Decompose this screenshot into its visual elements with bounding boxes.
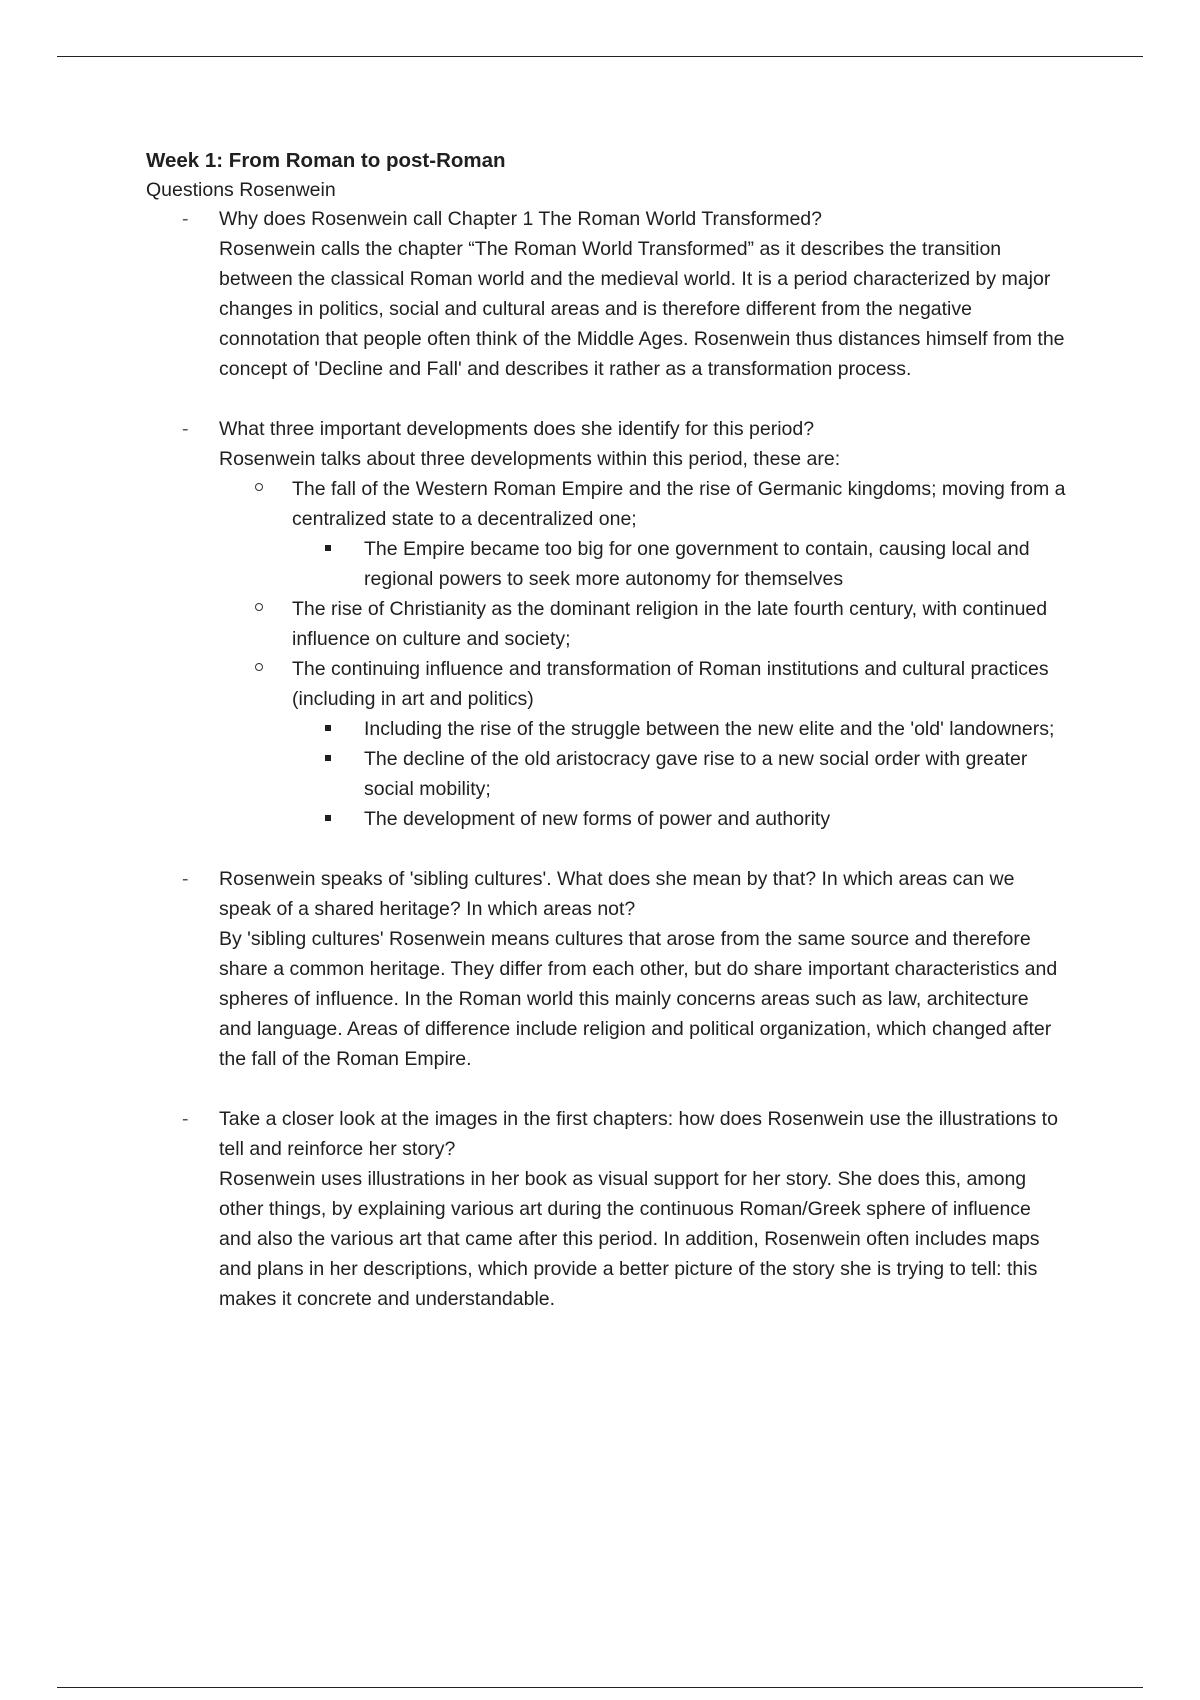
square-bullet-icon: [325, 815, 331, 821]
dash-bullet: -: [182, 868, 189, 890]
list-item-text: The fall of the Western Roman Empire and the rise of Germanic kingdoms; moving from a centralized state to a decentralized one;: [292, 478, 1066, 530]
sub-list-item: [292, 804, 1066, 834]
question-text: Rosenwein speaks of 'sibling cultures'. What does she mean by that? In which areas can we speak of a shared heritage? In which areas not?: [219, 868, 1015, 920]
question-block-2: [146, 414, 1066, 834]
list-item-text: The rise of Christianity as the dominant religion in the late fourth century, with continued influence on culture and society;: [292, 598, 1048, 650]
list-item: [219, 474, 1066, 594]
list-item-text: The continuing influence and transformation of Roman institutions and cultural practices (including in art and politics): [292, 658, 1049, 710]
question-text: Why does Rosenwein call Chapter 1 The Roman World Transformed?: [219, 208, 822, 230]
dash-bullet: -: [182, 208, 189, 230]
sub-list-item-text: The development of new forms of power and authority: [364, 808, 831, 830]
sub-list-item: [292, 714, 1066, 744]
list-item: [219, 654, 1066, 834]
square-bullet-icon: [325, 755, 331, 761]
header-rule: [57, 56, 1143, 57]
circle-bullet-icon: [255, 483, 263, 491]
sub-list-item: [292, 534, 1066, 594]
sub-list-item-text: The decline of the old aristocracy gave rise to a new social order with greater social mobility;: [364, 748, 1028, 800]
square-bullet-icon: [325, 545, 331, 551]
answer-text: Rosenwein talks about three developments within this period, these are:: [219, 448, 841, 470]
circle-bullet-icon: [255, 663, 263, 671]
dash-bullet: -: [182, 1108, 189, 1130]
list-item: [219, 594, 1066, 654]
answer-text: By 'sibling cultures' Rosenwein means cultures that arose from the same source and therefore share a common heritage. They differ from each other, but do share important characteristics and spheres of influence. In the Roman world this mainly concerns areas such as law, architecture and language. Areas of difference include religion and political organization, which changed after the fall of the Roman Empire.: [219, 928, 1058, 1070]
page-subtitle: Questions Rosenwein: [146, 179, 336, 201]
footer-rule: [57, 1687, 1143, 1688]
answer-text: Rosenwein uses illustrations in her book as visual support for her story. She does this, among other things, by explaining various art during the continuous Roman/Greek sphere of influence and also the various art that came after this period. In addition, Rosenwein often includes maps and plans in her descriptions, which provide a better picture of the story she is trying to tell: this makes it concrete and understandable.: [219, 1168, 1040, 1310]
question-block-4: [146, 1104, 1066, 1314]
question-block-1: [146, 204, 1066, 384]
question-text: What three important developments does she identify for this period?: [219, 418, 815, 440]
page-title: Week 1: From Roman to post-Roman: [146, 149, 506, 172]
answer-text: Rosenwein calls the chapter “The Roman World Transformed” as it describes the transition between the classical Roman world and the medieval world. It is a period characterized by major changes in politics, social and cultural areas and is therefore different from the negative connotation that people often think of the Middle Ages. Rosenwein thus distances himself from the concept of 'Decline and Fall' and describes it rather as a transformation process.: [219, 238, 1065, 380]
dash-bullet: -: [182, 418, 189, 440]
document-body: [146, 146, 1066, 1344]
sub-list-item-text: Including the rise of the struggle between the new elite and the 'old' landowners;: [364, 718, 1055, 740]
question-text: Take a closer look at the images in the first chapters: how does Rosenwein use the illustrations to tell and reinforce her story?: [219, 1108, 1058, 1160]
sub-list-item: [292, 744, 1066, 804]
sub-list-item-text: The Empire became too big for one government to contain, causing local and regional powers to seek more autonomy for themselves: [364, 538, 1030, 590]
square-bullet-icon: [325, 725, 331, 731]
question-block-3: [146, 864, 1066, 1074]
circle-bullet-icon: [255, 603, 263, 611]
